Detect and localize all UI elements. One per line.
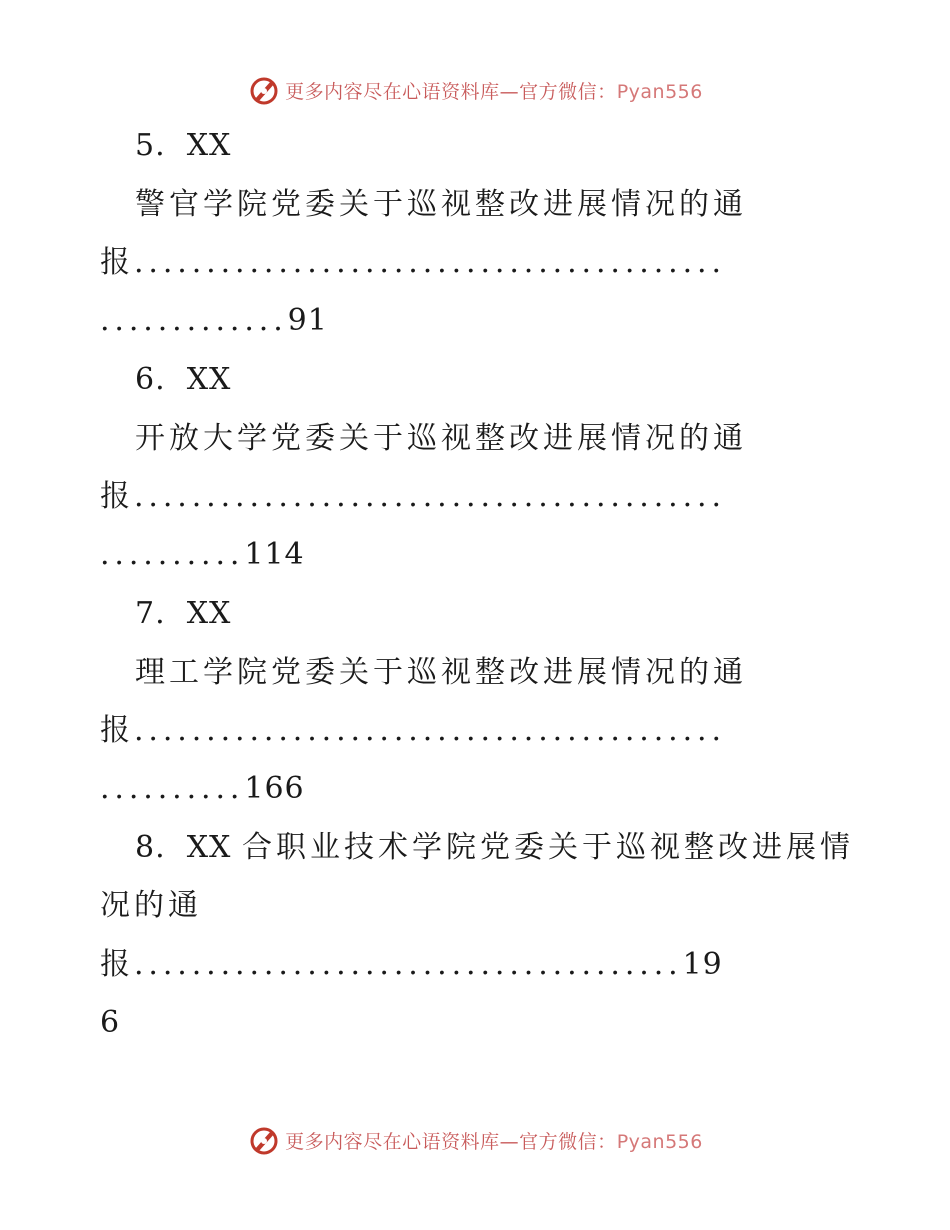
toc-entry-page-line: .............91 [100,303,328,338]
watermark-banner-top [0,70,950,110]
toc-entry-number: 6. XX [135,362,232,397]
watermark-banner-bottom [0,1120,950,1160]
pen-logo-icon [247,1123,281,1157]
toc-page-number-continued: 6 [100,1005,121,1040]
toc-entry-title: 开放大学党委关于巡视整改进展情况的通 [135,421,747,456]
toc-entry-leader-line: 报......................................... [100,479,726,514]
toc-page-number: 19 [682,947,723,982]
toc-entry-leader-line: 报......................................19 [100,947,723,982]
toc-entry-page-line: ..........114 [100,537,305,572]
toc-entry-number: 8. XX 合职业技术学院党委关于巡视整改进展情 [135,830,854,865]
toc-entry-title: 理工学院党委关于巡视整改进展情况的通 [135,655,747,690]
toc-entry-leader-line: 报......................................... [100,713,726,748]
toc-page-number: 166 [244,771,305,806]
pen-logo-icon [247,73,281,107]
toc-page-number: 91 [287,303,328,338]
toc-entry-leader-line: 报......................................... [100,245,726,280]
toc-entry-title: 警官学院党委关于巡视整改进展情况的通 [135,187,747,222]
toc-entry-page-line: ..........166 [100,771,305,806]
toc-entry-number: 5. XX [135,128,232,163]
toc-entry-title: 合职业技术学院党委关于巡视整改进展情 [241,830,854,865]
watermark-text: 更多内容尽在心语资料库—官方微信：Pyan556 [285,1130,703,1153]
toc-entry-number: 7. XX [135,596,232,631]
toc-entry-title-continued: 况的通 [100,888,202,923]
watermark-text: 更多内容尽在心语资料库—官方微信：Pyan556 [285,80,703,103]
toc-page-number: 114 [244,537,305,572]
